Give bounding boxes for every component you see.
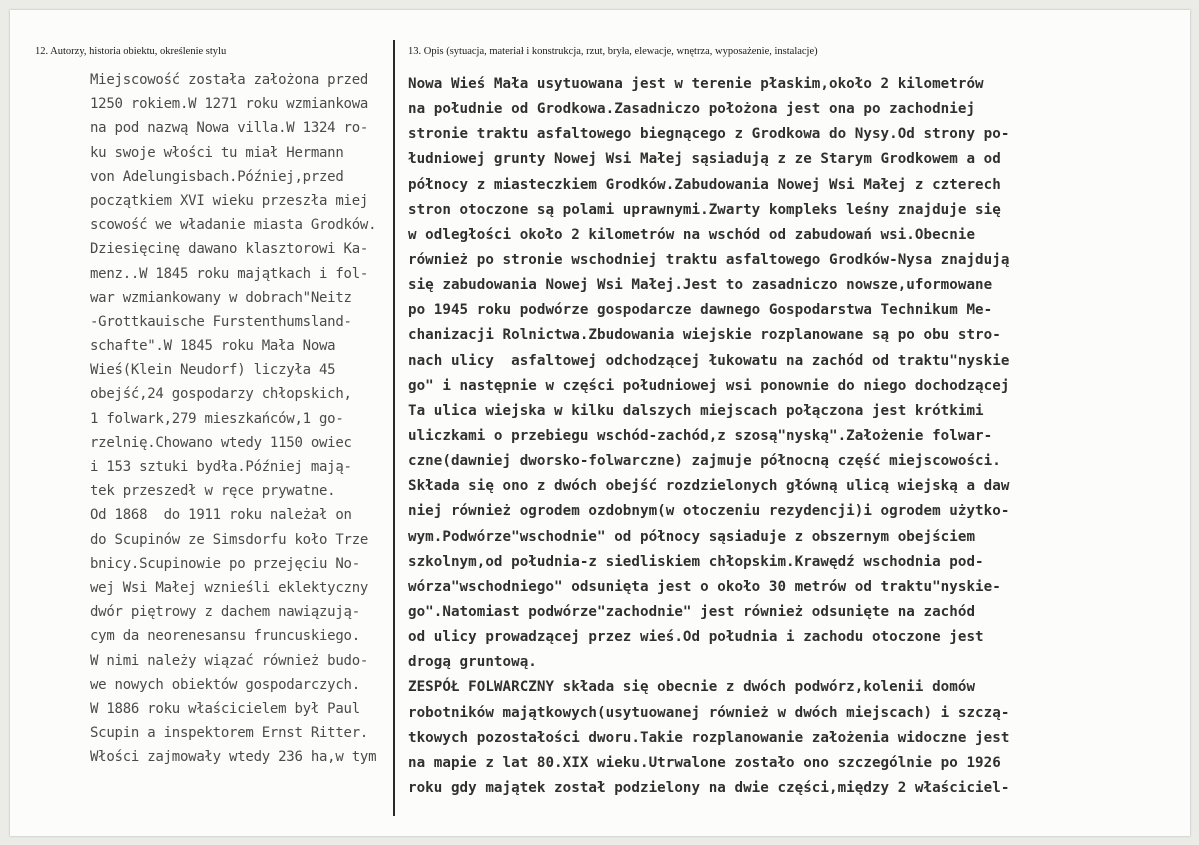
text-line: Od 1868 do 1911 roku należał on (90, 507, 352, 524)
text-line: na południe od Grodkowa.Zasadniczo położona jest ona po zachodniej (408, 101, 976, 118)
text-line: -Grottkauische Furstenthumsland- (90, 313, 352, 330)
text-line: roku gdy majątek został podzielony na dwie części,między 2 właściciel- (408, 779, 1010, 796)
text-line: od ulicy prowadzącej przez wieś.Od południa i zachodu otoczone jest (408, 629, 984, 646)
text-line: W 1886 roku właścicielem był Paul (90, 700, 360, 717)
text-line: drogą gruntową. (408, 654, 537, 671)
text-line: stron otoczone są polami uprawnymi.Zwarty kompleks leśny znajduje się (408, 201, 1001, 218)
text-line: ZESPÓŁ FOLWARCZNY składa się obecnie z dwóch podwórz,kolenii domów (408, 679, 976, 696)
text-line: Miejscowość została założona przed (90, 72, 369, 88)
text-line: niej również ogrodem ozdobnym(w otoczeniu rezydencji)i ogrodem użytko- (408, 503, 1010, 520)
description-column (399, 10, 1190, 836)
text-line: na pod nazwą Nowa villa.W 1324 ro- (90, 120, 369, 137)
text-line: cym da neorenesansu fruncuskiego. (90, 628, 360, 645)
text-line: tkowych pozostałości dworu.Takie rozplanowanie założenia widoczne jest (408, 729, 1010, 746)
text-line: 1 folwark,279 mieszkańców,1 go- (90, 410, 344, 427)
column-divider (393, 40, 395, 816)
text-line: w odległości około 2 kilometrów na wschód od zabudowań wsi.Obecnie (408, 226, 976, 243)
description-column-header: 13. Opis (sytuacja, materiał i konstrukcja, rzut, bryła, elewacje, wnętrza, wyposażenie, instalacje) (408, 46, 818, 57)
text-line: ku swoje włości tu miał Hermann (90, 144, 344, 161)
text-line: się zabudowania Nowej Wsi Małej.Jest to zasadniczo nowsze,uformowane (408, 277, 993, 294)
text-line: Składa się ono z dwóch obejść rozdzielonych główną ulicą wiejską a daw (408, 478, 1010, 495)
text-line: nach ulicy asfaltowej odchodzącej łukowatu na zachód od traktu"nyskie (408, 352, 1010, 369)
text-line: początkiem XVI wieku przeszła miej (90, 192, 369, 209)
text-line: stronie traktu asfaltowego biegnącego z Grodkowa do Nysy.Od strony po- (408, 126, 1010, 143)
text-line: również po stronie wschodniej traktu asfaltowego Grodków-Nysa znajdują (408, 251, 1010, 268)
text-line: bnicy.Scupinowie po przejęciu No- (90, 555, 360, 572)
text-line: czne(dawniej dworsko-folwarczne) zajmuje północną część miejscowości. (408, 453, 1001, 470)
text-line: i 153 sztuki bydła.Później mają- (90, 459, 352, 475)
text-line: war wzmiankowany w dobrach"Neitz (90, 289, 352, 306)
text-line: W nimi należy wiązać również budo- (90, 652, 369, 669)
text-line: Nowa Wieś Mała usytuowana jest w terenie płaskim,około 2 kilometrów (408, 76, 984, 92)
text-line: Włości zajmowały wtedy 236 ha,w tym (90, 749, 377, 766)
text-line: do Scupinów ze Simsdorfu koło Trze (90, 531, 369, 548)
text-line: uliczkami o przebiegu wschód-zachód,z szosą"nyską".Założenie folwar- (408, 427, 993, 444)
text-line: Ta ulica wiejska w kilku dalszych miejscach połączona jest krótkimi (408, 402, 984, 419)
text-line: 1250 rokiem.W 1271 roku wzmiankowa (90, 96, 369, 113)
text-line: rzelnię.Chowano wtedy 1150 owiec (90, 434, 352, 451)
text-line: Dziesięcinę dawano klasztorowi Ka- (90, 241, 369, 258)
description-text (408, 72, 1009, 801)
text-line: wej Wsi Małej wznieśli eklektyczny (90, 579, 369, 596)
text-line: von Adelungisbach.Później,przed (90, 168, 344, 185)
text-line: we nowych obiektów gospodarczych. (90, 676, 360, 693)
text-line: wórza"wschodniego" odsunięta jest o około 30 metrów od traktu"nyskie- (408, 578, 1001, 595)
history-column (10, 10, 393, 836)
text-line: łudniowej grunty Nowej Wsi Małej sąsiadują z ze Starym Grodkowem a od (408, 151, 1001, 168)
text-line: scowość we władanie miasta Grodków. (90, 217, 377, 234)
text-line: Wieś(Klein Neudorf) liczyła 45 (90, 362, 336, 379)
text-line: go".Natomiast podwórze"zachodnie" jest również odsunięte na zachód (408, 603, 976, 620)
text-line: chanizacji Rolnictwa.Zbudowania wiejskie rozplanowane są po obu stro- (408, 327, 1001, 344)
text-line: go" i następnie w części południowej wsi ponownie do niego dochodzącej (408, 377, 1010, 394)
text-line: po 1945 roku podwórze gospodarcze dawnego Gospodarstwa Technikum Me- (408, 302, 993, 319)
history-column-header: 12. Autorzy, historia obiektu, określenie stylu (35, 46, 227, 57)
text-line: robotników majątkowych(usytuowanej również w dwóch miejscach) i szczą- (408, 704, 1010, 721)
text-line: szkolnym,od południa-z siedliskiem chłopskim.Krawędź wschodnia pod- (408, 553, 984, 570)
text-line: Scupin a inspektorem Ernst Ritter. (90, 725, 369, 742)
text-line: dwór piętrowy z dachem nawiązują- (90, 604, 360, 621)
text-line: schafte".W 1845 roku Mała Nowa (90, 338, 336, 355)
text-line: obejść,24 gospodarzy chłopskich, (90, 386, 352, 403)
text-line: menz..W 1845 roku majątkach i fol- (90, 265, 369, 282)
document-page (10, 10, 1190, 836)
text-line: na mapie z lat 80.XIX wieku.Utrwalone zostało ono szczególnie po 1926 (408, 754, 1001, 771)
text-line: wym.Podwórze"wschodnie" od północy sąsiaduje z obszernym obejściem (408, 528, 976, 545)
text-line: północy z miasteczkiem Grodków.Zabudowania Nowej Wsi Małej z czterech (408, 176, 1001, 193)
history-text (90, 68, 376, 769)
text-line: tek przeszedł w ręce prywatne. (90, 483, 336, 500)
